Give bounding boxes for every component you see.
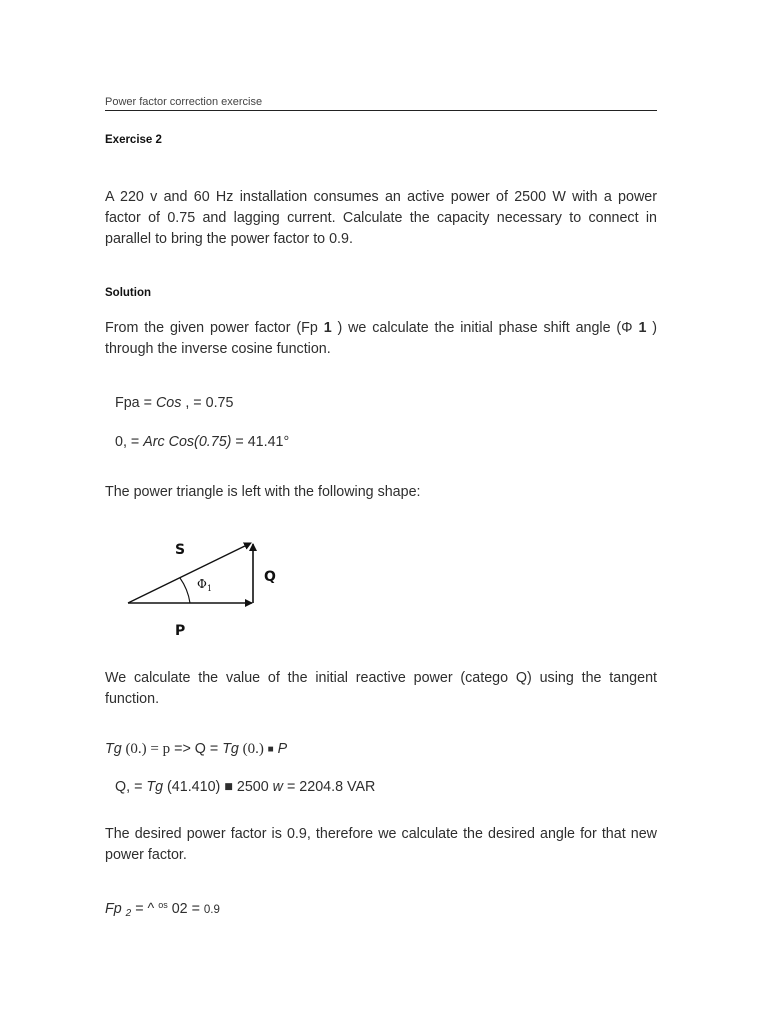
eq3-b: (0.) = [121, 741, 163, 757]
eq1-rhs: , = 0.75 [181, 395, 234, 411]
equation-arccos [115, 432, 289, 452]
s-vector [128, 543, 251, 603]
eq4-c: (41.410) [163, 779, 225, 795]
eq1-lhs: Fpa = [115, 395, 156, 411]
label-angle-sub: 1 [207, 584, 213, 593]
equation-tangent [105, 739, 287, 760]
intro-text-1: From the given power factor (Fp [105, 320, 324, 336]
eq5-d: os [158, 900, 168, 910]
equation-fp2 [105, 895, 220, 924]
eq3-g: ■ [267, 744, 274, 755]
exercise-statement: A 220 v and 60 Hz installation consumes an active power of 2500 W with a power factor of 0.75 and lagging current. Calculate the capacity necessary to connect in parallel to bring the power factor to 0.9. [105, 189, 657, 247]
eq5-a: Fp [105, 901, 122, 917]
eq3-c: p [162, 741, 171, 757]
reactive-power-text: We calculate the value of the initial reactive power (catego Q) using the tangent function. [105, 670, 657, 707]
eq3-e: Tg [222, 741, 239, 757]
eq5-b: 2 [125, 908, 132, 919]
intro-text-3: ) through the inverse cosine function. [105, 320, 658, 357]
triangle-intro-text: The power triangle is left with the following shape: [105, 484, 421, 500]
angle-arc [180, 578, 190, 603]
eq2-rhs: = 41.41° [231, 434, 290, 450]
eq5-f: 0.9 [203, 904, 220, 916]
eq4-f: w [272, 779, 283, 795]
page-header-title: Power factor correction exercise [105, 96, 657, 111]
eq2-func: Arc Cos(0.75) [143, 434, 232, 450]
eq5-c: = ^ [131, 901, 159, 917]
eq3-d: => Q = [170, 741, 223, 757]
eq4-b: Tg [146, 779, 164, 795]
eq1-func: Cos [155, 395, 182, 411]
label-s: S [175, 542, 186, 558]
eq5-e: 02 = [167, 901, 204, 917]
eq3-a: Tg [105, 741, 122, 757]
intro-subscript-2: 1 [638, 320, 647, 336]
label-p: P [175, 623, 186, 639]
eq4-e: 2500 [232, 779, 273, 795]
eq3-f: (0.) [238, 741, 268, 757]
equation-fpa [115, 393, 233, 413]
exercise-heading: Exercise 2 [105, 134, 162, 146]
label-q: Q [264, 569, 276, 585]
solution-heading: Solution [105, 287, 151, 299]
eq4-a: Q, = [115, 779, 147, 795]
solution-intro [105, 318, 657, 360]
equation-reactive-value [115, 777, 375, 797]
eq2-lhs: 0, = [115, 434, 144, 450]
desired-factor-text: The desired power factor is 0.9, therefore we calculate the desired angle for that new power factor. [105, 826, 657, 863]
eq4-d: ■ [224, 779, 233, 795]
label-angle: Φ [197, 577, 207, 591]
intro-subscript-1: 1 [323, 320, 332, 336]
eq3-h: P [273, 741, 288, 757]
power-triangle-diagram [118, 528, 298, 643]
eq4-g: = 2204.8 VAR [283, 779, 376, 795]
intro-text-2: ) we calculate the initial phase shift angle (Φ [331, 320, 639, 336]
